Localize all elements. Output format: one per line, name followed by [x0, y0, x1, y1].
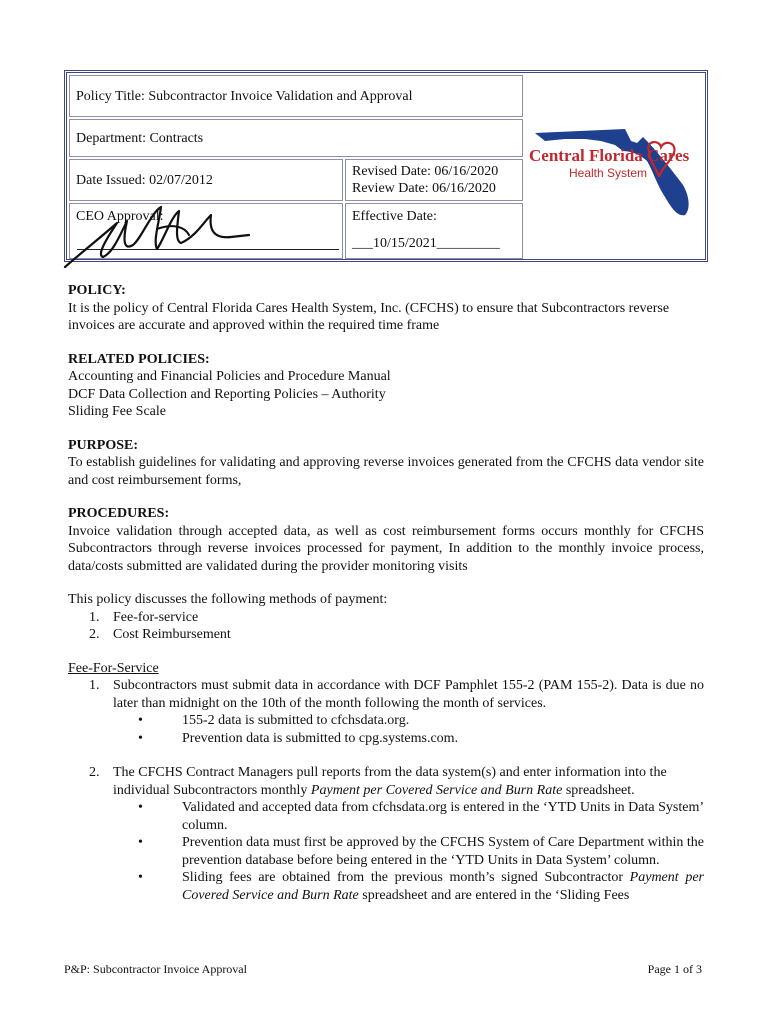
- ffs-bullet: • Prevention data must first be approved by the CFCHS System of Care Department within the prevention database before being entered in the ‘YTD Units in Data System’ column.: [138, 835, 704, 868]
- central-florida-cares-logo: [525, 111, 701, 221]
- ffs-bullet: • Prevention data is submitted to cpg.systems.com.: [138, 730, 459, 746]
- policy-header-table: [64, 70, 708, 262]
- ceo-approval-label: CEO Approval:: [76, 209, 164, 224]
- revised-date: Revised Date: 06/16/2020: [352, 164, 499, 179]
- policy-title-cell: [69, 75, 523, 117]
- ffs-bullet: • 155-2 data is submitted to cfchsdata.org.: [138, 713, 410, 728]
- date-issued: Date Issued: 02/07/2012: [76, 172, 213, 188]
- department-cell: [69, 119, 523, 157]
- ffs-bullet: • Validated and accepted data from cfchsdata.org is entered in the ‘YTD Units in Data System’ column.: [138, 800, 704, 833]
- procedures-text: Invoice validation through accepted data, as well as cost reimbursement forms occurs monthly for CFCHS Subcontractors through reverse invoices processed for payment, In addition to the monthly invoice process, data/costs submitted are validated during the provider monitoring visits: [68, 523, 704, 574]
- procedures-heading: PROCEDURES:: [68, 506, 170, 521]
- ffs-item-2: 2. The CFCHS Contract Managers pull reports from the data system(s) and enter information into the individual Subcontractors monthly Payment per Covered Service and Burn Rate spreadsheet.: [89, 765, 667, 798]
- revised-review-cell: [345, 159, 523, 201]
- payment-method-item: 2. Cost Reimbursement: [89, 627, 231, 642]
- ceo-signature: [61, 193, 261, 273]
- policy-text: It is the policy of Central Florida Cares Health System, Inc. (CFCHS) to ensure that Subcontractors reverse invoices are accurate and approved within the required time frame: [68, 300, 670, 333]
- related-policy-item: DCF Data Collection and Reporting Policies – Authority: [68, 386, 386, 402]
- related-policy-item: Sliding Fee Scale: [68, 404, 166, 419]
- review-date: Review Date: 06/16/2020: [352, 181, 496, 196]
- policy-section: [68, 282, 704, 335]
- policy-body: [68, 282, 704, 920]
- logo-cell: [523, 75, 703, 257]
- purpose-heading: PURPOSE:: [68, 437, 138, 453]
- related-policies-section: [68, 351, 704, 421]
- related-policies-heading: RELATED POLICIES:: [68, 351, 210, 367]
- ffs-bullet: • Sliding fees are obtained from the previous month’s signed Subcontractor Payment per Covered Service and Burn Rate spreadsheet and are entered in the ‘Sliding Fees: [138, 870, 704, 903]
- procedures-section: [68, 505, 704, 575]
- footer-page-number: Page 1 of 3: [647, 962, 702, 976]
- logo-text-line2: Health System: [569, 166, 648, 180]
- purpose-section: [68, 437, 704, 490]
- policy-title: Policy Title: Subcontractor Invoice Validation and Approval: [76, 88, 413, 104]
- logo-text-line1: Central Florida Cares: [529, 146, 690, 165]
- footer-document-title: P&P: Subcontractor Invoice Approval: [64, 962, 247, 976]
- purpose-text: To establish guidelines for validating and approving reverse invoices generated from the CFCHS data vendor site and cost reimbursement forms,: [68, 455, 704, 488]
- ffs-item-1: 1. Subcontractors must submit data in accordance with DCF Pamphlet 155-2 (PAM 155-2). Data is due no later than midnight on the 10th of the month following the month of services.: [89, 678, 704, 711]
- policy-heading: POLICY:: [68, 283, 126, 298]
- effective-date-label: Effective Date:: [352, 209, 437, 224]
- effective-date-cell: [345, 203, 523, 259]
- effective-date-value: ___10/15/2021_________: [352, 236, 500, 251]
- fee-for-service-heading: Fee-For-Service: [68, 660, 159, 676]
- payment-methods-section: [68, 591, 704, 644]
- fee-for-service-section: [68, 660, 704, 905]
- related-policy-item: Accounting and Financial Policies and Procedure Manual: [68, 369, 391, 384]
- payment-methods-intro: This policy discusses the following methods of payment:: [68, 592, 388, 607]
- payment-method-item: 1. Fee-for-service: [89, 609, 199, 625]
- department: Department: Contracts: [76, 130, 204, 146]
